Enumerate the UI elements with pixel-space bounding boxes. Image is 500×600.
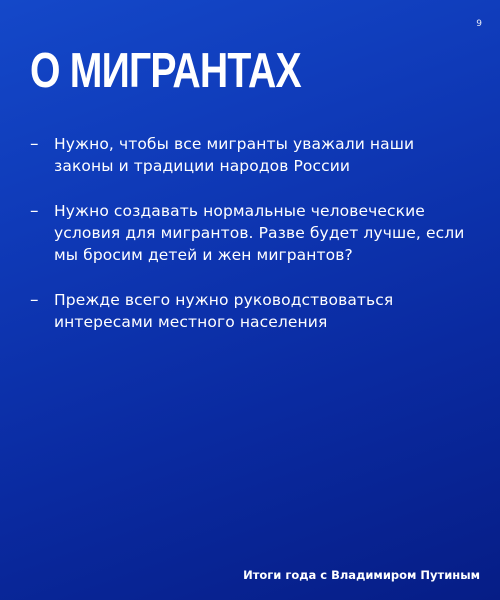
bullet-item	[30, 133, 475, 177]
page-title: О МИГРАНТАХ	[30, 44, 301, 98]
bullet-text: Прежде всего нужно руководствоваться интересами местного населения	[54, 291, 394, 331]
page-number: 9	[476, 19, 482, 29]
dash-marker: –	[30, 290, 39, 310]
bullet-text: Нужно создавать нормальные человеческие условия для мигрантов. Разве будет лучше, если мы бросим детей и жен мигрантов?	[54, 202, 465, 264]
bullet-list	[30, 133, 475, 356]
dash-marker: –	[30, 201, 39, 221]
dash-marker: –	[30, 134, 39, 154]
bullet-text: Нужно, чтобы все мигранты уважали наши законы и традиции народов России	[54, 135, 415, 175]
bullet-item	[30, 200, 475, 266]
footer-caption: Итоги года с Владимиром Путиным	[243, 568, 480, 582]
bullet-item	[30, 289, 475, 333]
